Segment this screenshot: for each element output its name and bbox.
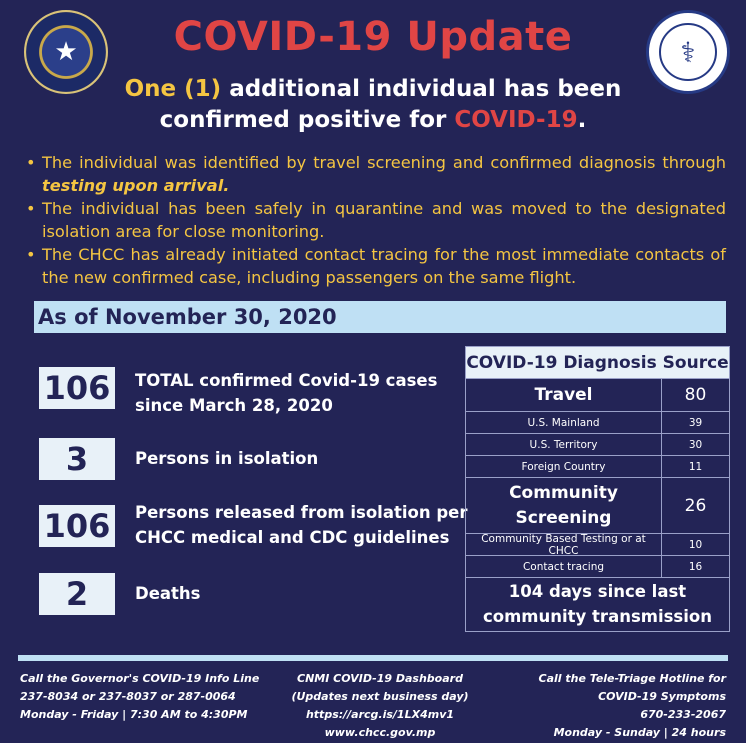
table-row: Community Based Testing or at CHCC 10 xyxy=(466,534,729,556)
table-row: Contact tracing 16 xyxy=(466,556,729,578)
footer-hotline: Call the Tele-Triage Hotline for COVID-19 Symptoms 670-233-2067 Monday - Sunday | 24 hours xyxy=(538,672,726,739)
website-link[interactable]: www.chcc.gov.mp xyxy=(324,726,436,739)
deaths-value: 2 xyxy=(39,573,115,615)
released-value: 106 xyxy=(39,505,115,547)
headline-count: One (1) xyxy=(124,76,222,102)
table-row: U.S. Mainland 39 xyxy=(466,412,729,434)
info-bullets xyxy=(22,151,726,289)
total-cases-label: TOTAL confirmed Covid-19 cases since March 28, 2020 xyxy=(135,371,438,415)
caduceus-icon: ⚕ xyxy=(659,23,717,81)
diagnosis-source-title: COVID-19 Diagnosis Source xyxy=(466,347,729,379)
total-cases-value: 106 xyxy=(39,367,115,409)
page-title: COVID-19 Update xyxy=(173,14,573,60)
bullet-item: • The individual was identified by travel screening and confirmed diagnosis through testing upon arrival. xyxy=(22,151,726,197)
table-row: U.S. Territory 30 xyxy=(466,434,729,456)
as-of-date-bar: As of November 30, 2020 xyxy=(34,301,726,333)
isolation-value: 3 xyxy=(39,438,115,480)
footer-info-line: Call the Governor's COVID-19 Info Line 237-8034 or 237-8037 or 287-0064 Monday - Friday | 7:30 AM to 4:30PM xyxy=(20,672,260,721)
headline-period: . xyxy=(577,107,587,133)
diagnosis-source-table xyxy=(465,346,730,632)
table-row-community: Community Screening 26 xyxy=(466,478,729,534)
bullet-emphasis: testing upon arrival. xyxy=(42,176,230,195)
bullet-item: • The CHCC has already initiated contact tracing for the most immediate contacts of the new confirmed case, including passengers on the same flight. xyxy=(22,243,726,289)
footer-dashboard: CNMI COVID-19 Dashboard (Updates next business day) https://arcg.is/1LX4mv1 www.chcc.gov.mp xyxy=(280,670,480,742)
headline-text: additional individual has been confirmed positive for xyxy=(159,76,622,133)
released-label: Persons released from isolation per CHCC medical and CDC guidelines xyxy=(135,503,468,547)
bullet-item: • The individual has been safely in quarantine and was moved to the designated isolation area for close monitoring. xyxy=(22,197,726,243)
dashboard-link[interactable]: https://arcg.is/1LX4mv1 xyxy=(305,708,455,721)
deaths-label: Deaths xyxy=(135,584,201,603)
headline-disease: COVID-19 xyxy=(454,107,578,133)
table-row: Foreign Country 11 xyxy=(466,456,729,478)
table-row-travel: Travel 80 xyxy=(466,379,729,412)
isolation-label: Persons in isolation xyxy=(135,449,319,468)
days-since-transmission: 104 days since last community transmission xyxy=(483,582,712,626)
star-icon: ★ xyxy=(54,37,78,67)
footer-divider xyxy=(18,655,728,661)
headline xyxy=(110,74,636,136)
